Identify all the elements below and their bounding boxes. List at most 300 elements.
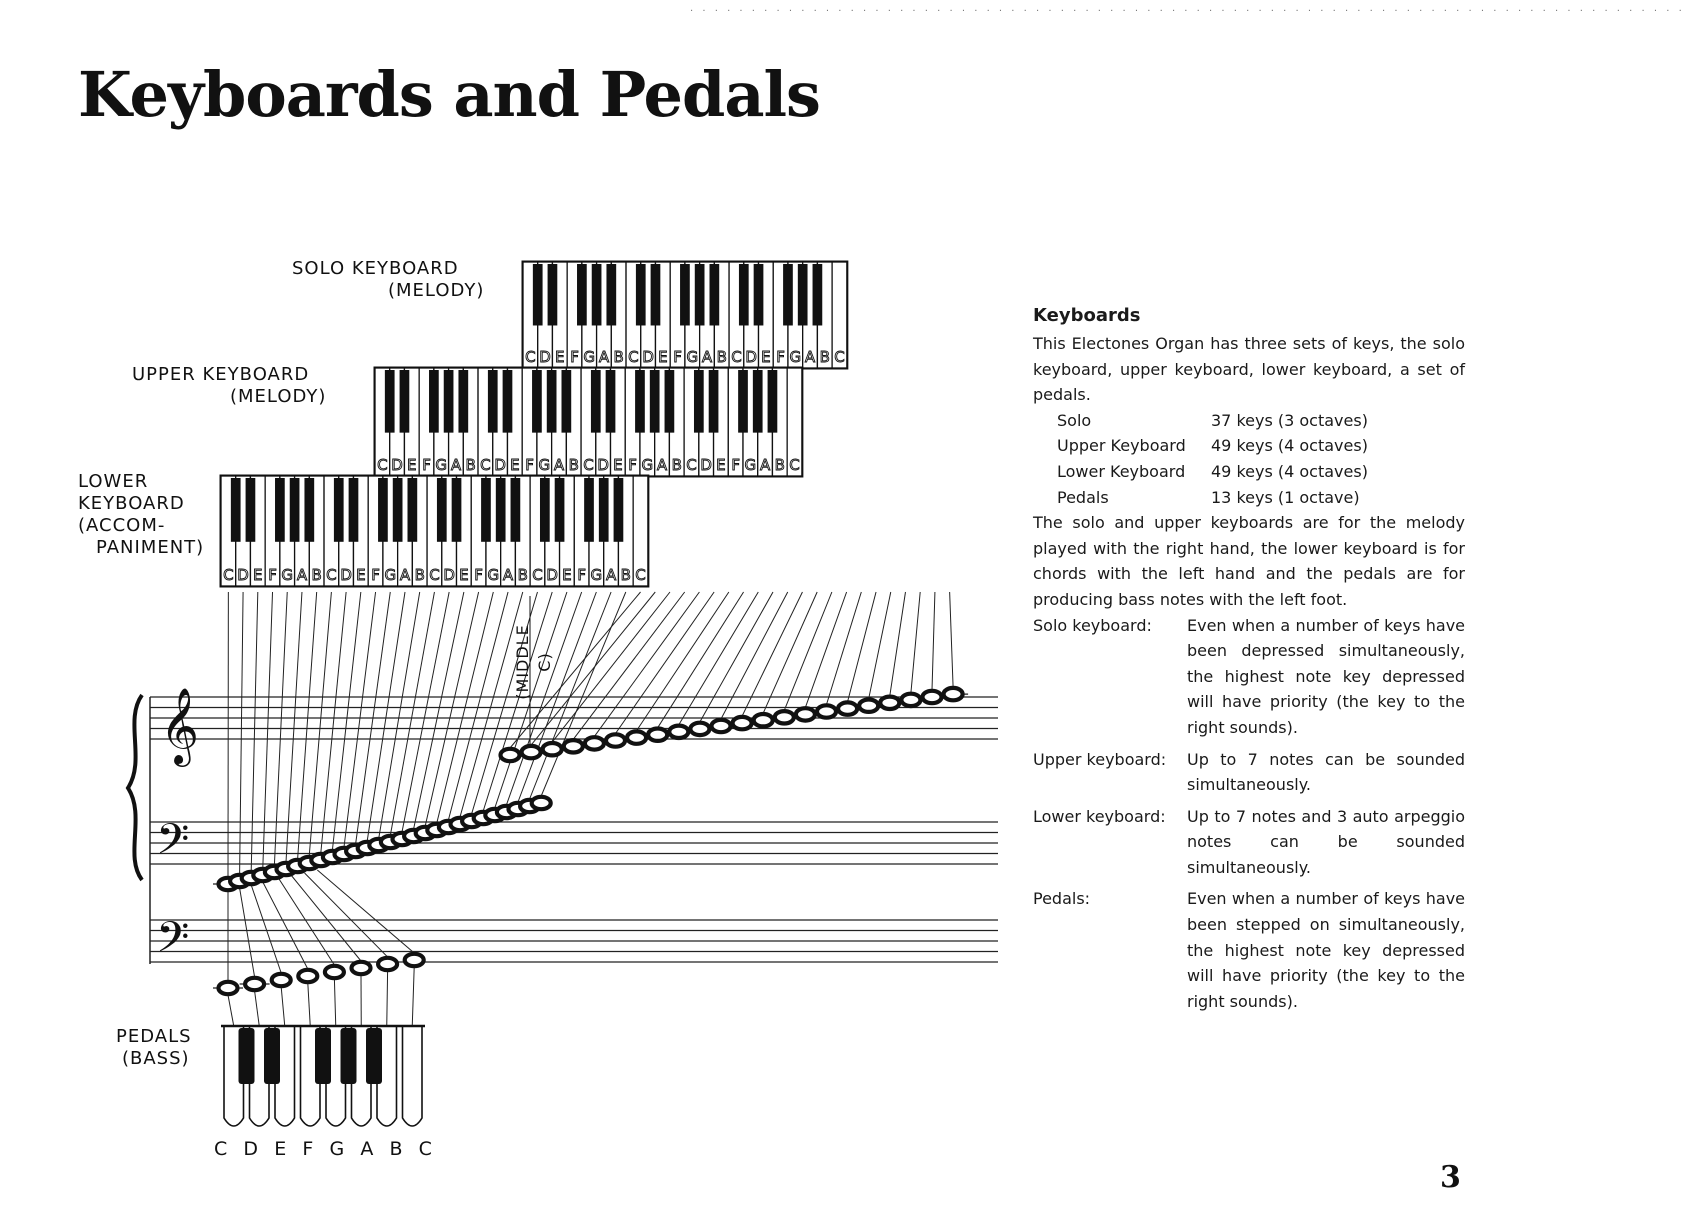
black-key bbox=[488, 370, 498, 433]
note-head bbox=[501, 749, 520, 761]
note-head bbox=[352, 962, 371, 974]
black-key bbox=[511, 478, 521, 542]
pedal-staff bbox=[150, 920, 998, 962]
pedal-black-key bbox=[341, 1028, 357, 1084]
connector-line bbox=[950, 592, 953, 687]
white-key-label: A bbox=[502, 566, 514, 584]
black-key bbox=[548, 264, 558, 325]
white-key-label: C bbox=[377, 456, 388, 474]
white-key-label: C bbox=[635, 566, 646, 584]
whole-note bbox=[733, 717, 752, 729]
whole-note bbox=[754, 714, 773, 726]
white-key-label: D bbox=[745, 348, 757, 366]
white-key-label: G bbox=[686, 348, 699, 366]
spec-row bbox=[1057, 459, 1368, 485]
note-head bbox=[298, 970, 317, 982]
whole-note bbox=[901, 694, 920, 706]
black-key bbox=[813, 264, 823, 325]
white-key-label: E bbox=[459, 566, 469, 584]
black-key bbox=[532, 370, 542, 433]
black-key bbox=[408, 478, 418, 542]
pedal-note-name: C bbox=[214, 1138, 228, 1160]
connector-line bbox=[784, 592, 832, 710]
lower-keyboard-label: LOWER KEYBOARD (ACCOM- PANIMENT) bbox=[78, 471, 205, 558]
black-key bbox=[592, 264, 602, 325]
white-key-label: B bbox=[774, 456, 785, 474]
keyboard-notes-table bbox=[1033, 613, 1465, 1015]
whole-note bbox=[859, 700, 878, 712]
note-head bbox=[627, 731, 646, 743]
black-key bbox=[496, 478, 506, 542]
keyboards bbox=[221, 262, 847, 586]
pedal-connector-line bbox=[251, 885, 281, 973]
note-desc: Up to 7 notes can be sounded simultaneously. bbox=[1187, 749, 1465, 795]
whole-note bbox=[405, 954, 424, 966]
pedal-note-name: A bbox=[360, 1138, 374, 1160]
white-key-label: D bbox=[237, 566, 249, 584]
white-key-label: B bbox=[613, 348, 624, 366]
white-key-label: E bbox=[356, 566, 366, 584]
pedal-connector-line bbox=[308, 983, 310, 1026]
connector-line bbox=[309, 592, 331, 856]
connector-line bbox=[425, 592, 478, 826]
pedal-connector-line bbox=[255, 991, 260, 1026]
connector-line bbox=[679, 592, 758, 725]
spec-value: 49 keys (4 octaves) bbox=[1211, 461, 1368, 481]
connector-line bbox=[298, 592, 317, 859]
white-key-label: F bbox=[731, 456, 740, 474]
note-head bbox=[880, 697, 899, 709]
white-key-label: B bbox=[716, 348, 727, 366]
black-key bbox=[651, 264, 661, 325]
black-key bbox=[290, 478, 300, 542]
white-key-label: C bbox=[686, 456, 697, 474]
note-head bbox=[944, 688, 963, 700]
black-key bbox=[614, 478, 624, 542]
black-key bbox=[458, 370, 468, 433]
white-key-label: F bbox=[628, 456, 637, 474]
white-key-label: C bbox=[628, 348, 639, 366]
pedal-note-name: E bbox=[274, 1138, 287, 1160]
white-key-label: A bbox=[598, 348, 610, 366]
white-key-label: F bbox=[776, 348, 785, 366]
black-key bbox=[710, 264, 720, 325]
whole-note bbox=[522, 746, 541, 758]
white-key-label: F bbox=[673, 348, 682, 366]
black-key bbox=[400, 370, 410, 433]
pedal-connector-line bbox=[263, 882, 308, 969]
solo-keyboard-label: SOLO KEYBOARD (MELODY) bbox=[292, 258, 485, 301]
white-key-label: B bbox=[311, 566, 322, 584]
whole-note bbox=[585, 737, 604, 749]
whole-note bbox=[543, 743, 562, 755]
note-head bbox=[901, 694, 920, 706]
black-key bbox=[385, 370, 395, 433]
usage-paragraph: The solo and upper keyboards are for the melody played with the right hand, the lower keyboard is for chords with the left hand and the pedals are for producing bass notes with the left foot. bbox=[1033, 513, 1465, 609]
middle-c-label: (MIDDLE C) bbox=[513, 624, 554, 700]
pedal-note-names bbox=[214, 1138, 432, 1160]
note-head bbox=[325, 966, 344, 978]
white-key-label: A bbox=[296, 566, 308, 584]
black-key bbox=[304, 478, 314, 542]
white-key-label: C bbox=[326, 566, 337, 584]
note-head bbox=[543, 743, 562, 755]
black-key bbox=[584, 478, 594, 542]
spec-row bbox=[1057, 433, 1368, 459]
white-key-label: D bbox=[340, 566, 352, 584]
black-key bbox=[429, 370, 439, 433]
pedals-label: PEDALS (BASS) bbox=[116, 1026, 192, 1069]
black-key bbox=[709, 370, 719, 433]
black-key bbox=[606, 370, 616, 433]
black-key bbox=[738, 370, 748, 433]
note-desc: Even when a number of keys have been stepped on simultaneously, the highest note key depressed will have priority (the key to the right sounds). bbox=[1187, 889, 1465, 1011]
spec-row bbox=[1057, 485, 1368, 511]
note-head bbox=[775, 711, 794, 723]
black-key bbox=[437, 478, 447, 542]
note-head bbox=[754, 714, 773, 726]
black-key bbox=[768, 370, 778, 433]
white-key-label: F bbox=[577, 566, 586, 584]
connector-line bbox=[321, 592, 346, 853]
white-key-label: F bbox=[525, 456, 534, 474]
whole-note bbox=[817, 705, 836, 717]
connector-line bbox=[637, 592, 729, 731]
pedal-connector-line bbox=[292, 876, 361, 961]
white-key-label: C bbox=[532, 566, 543, 584]
grand-staff-brace bbox=[128, 695, 142, 880]
pedal-black-key bbox=[264, 1028, 280, 1084]
upper-keyboard-label: UPPER KEYBOARD (MELODY) bbox=[132, 364, 327, 407]
solo-keyboard bbox=[523, 262, 847, 368]
connector-line bbox=[240, 592, 243, 874]
white-key-label: G bbox=[281, 566, 294, 584]
connector-line bbox=[402, 592, 449, 832]
note-row bbox=[1033, 613, 1465, 741]
pedal-note-name: F bbox=[302, 1138, 314, 1160]
whole-note bbox=[880, 697, 899, 709]
white-key-label: D bbox=[546, 566, 558, 584]
treble-clef-icon: 𝄞 bbox=[160, 687, 200, 764]
note-row bbox=[1033, 741, 1465, 798]
black-key bbox=[231, 478, 241, 542]
note-head bbox=[648, 729, 667, 741]
white-key-label: D bbox=[642, 348, 654, 366]
page-number: 3 bbox=[1440, 1160, 1461, 1195]
whole-note bbox=[501, 749, 520, 761]
white-key-label: G bbox=[641, 456, 654, 474]
white-key-label: B bbox=[819, 348, 830, 366]
note-head bbox=[859, 700, 878, 712]
pedal-white-key bbox=[403, 1026, 423, 1126]
connector-line bbox=[890, 592, 906, 696]
black-key bbox=[562, 370, 572, 433]
white-key-label: E bbox=[716, 456, 726, 474]
black-key bbox=[599, 478, 609, 542]
black-key bbox=[540, 478, 550, 542]
spec-row bbox=[1057, 408, 1368, 434]
pedal-black-key bbox=[366, 1028, 382, 1084]
connector-line bbox=[332, 592, 360, 850]
black-key bbox=[783, 264, 793, 325]
bass-clef-icon: 𝄢 bbox=[156, 815, 190, 875]
spec-value: 13 keys (1 octave) bbox=[1211, 487, 1360, 507]
white-key-label: E bbox=[562, 566, 572, 584]
whole-note bbox=[669, 726, 688, 738]
white-key-label: A bbox=[399, 566, 411, 584]
whole-note bbox=[838, 702, 857, 714]
pedal-note-name: G bbox=[329, 1138, 345, 1160]
black-key bbox=[378, 478, 388, 542]
white-key-label: D bbox=[597, 456, 609, 474]
white-key-label: D bbox=[700, 456, 712, 474]
white-key-label: D bbox=[494, 456, 506, 474]
note-head bbox=[817, 705, 836, 717]
connector-line bbox=[911, 592, 920, 693]
white-key-label: E bbox=[555, 348, 565, 366]
note-row bbox=[1033, 880, 1465, 1014]
white-key-label: G bbox=[487, 566, 500, 584]
white-key-label: E bbox=[613, 456, 623, 474]
black-key bbox=[635, 370, 645, 433]
black-key bbox=[636, 264, 646, 325]
connector-line bbox=[573, 592, 684, 739]
section-heading: Keyboards bbox=[1033, 305, 1141, 326]
spec-name: Upper Keyboard bbox=[1057, 436, 1186, 456]
key-connector-lines bbox=[228, 592, 953, 1026]
pedal-connector-line bbox=[240, 888, 255, 977]
pedal-black-key bbox=[315, 1028, 331, 1084]
white-key-label: G bbox=[590, 566, 603, 584]
whole-note bbox=[352, 962, 371, 974]
whole-note bbox=[325, 966, 344, 978]
white-key-label: C bbox=[480, 456, 491, 474]
note-head bbox=[733, 717, 752, 729]
black-key bbox=[695, 264, 705, 325]
note-row bbox=[1033, 798, 1465, 881]
white-key-label: F bbox=[371, 566, 380, 584]
whole-note bbox=[378, 958, 397, 970]
black-key bbox=[798, 264, 808, 325]
connector-line bbox=[263, 592, 273, 868]
black-key bbox=[665, 370, 675, 433]
white-key-label: A bbox=[701, 348, 713, 366]
black-key bbox=[444, 370, 454, 433]
note-head bbox=[606, 734, 625, 746]
white-key-label: D bbox=[539, 348, 551, 366]
whole-note bbox=[298, 970, 317, 982]
pedal-note-name: D bbox=[243, 1138, 259, 1160]
whole-note bbox=[796, 708, 815, 720]
black-key bbox=[739, 264, 749, 325]
black-key bbox=[246, 478, 256, 542]
white-key-label: C bbox=[789, 456, 800, 474]
pedal-black-key bbox=[239, 1028, 255, 1084]
note-head bbox=[923, 691, 942, 703]
note-head bbox=[564, 740, 583, 752]
black-key bbox=[754, 264, 764, 325]
pedal-connector-line bbox=[281, 987, 285, 1026]
white-key-label: C bbox=[429, 566, 440, 584]
whole-note bbox=[245, 978, 264, 990]
note-term: Solo keyboard: bbox=[1033, 615, 1152, 635]
white-key-label: E bbox=[407, 456, 417, 474]
note-head bbox=[245, 978, 264, 990]
white-key-label: C bbox=[525, 348, 536, 366]
connector-line bbox=[448, 592, 508, 820]
edge-tick-marks: · · · · · · · · · · · · · · · · · · · · · · · · · · · · · · · · · · · · · · · · · · · · · · · · · · · · · · · · · · · · · · · · · · · · · · · · · · · · · · · · · bbox=[690, 6, 1685, 17]
black-key bbox=[275, 478, 285, 542]
connector-line bbox=[700, 592, 773, 722]
white-key-label: E bbox=[658, 348, 668, 366]
pedal-bass-clef-icon: 𝄢 bbox=[156, 913, 190, 973]
white-key-label: B bbox=[517, 566, 528, 584]
white-key-label: G bbox=[744, 456, 757, 474]
white-key-label: C bbox=[834, 348, 845, 366]
white-key-label: F bbox=[474, 566, 483, 584]
white-key-label: E bbox=[761, 348, 771, 366]
note-desc: Even when a number of keys have been depressed simultaneously, the highest note key depressed will have priority (the key to the right sounds). bbox=[1187, 615, 1465, 737]
note-head bbox=[522, 746, 541, 758]
white-key-label: C bbox=[583, 456, 594, 474]
pedal-note-name: B bbox=[389, 1138, 403, 1160]
white-key-label: G bbox=[789, 348, 802, 366]
black-key bbox=[533, 264, 543, 325]
note-head bbox=[378, 958, 397, 970]
white-key-label: G bbox=[538, 456, 551, 474]
note-desc: Up to 7 notes and 3 auto arpeggio notes can be sounded simultaneously. bbox=[1187, 806, 1465, 877]
white-key-label: A bbox=[759, 456, 771, 474]
black-key bbox=[503, 370, 513, 433]
staff-notes bbox=[213, 688, 968, 994]
black-key bbox=[547, 370, 557, 433]
white-key-label: D bbox=[391, 456, 403, 474]
music-staves bbox=[128, 687, 998, 973]
pedal-connector-line bbox=[228, 995, 234, 1026]
white-key-label: F bbox=[570, 348, 579, 366]
pedal-note-name: C bbox=[418, 1138, 432, 1160]
white-key-label: E bbox=[253, 566, 263, 584]
spec-value: 37 keys (3 octaves) bbox=[1211, 410, 1368, 430]
connector-line bbox=[932, 592, 935, 690]
white-key-label: G bbox=[435, 456, 448, 474]
bass-staff bbox=[150, 822, 998, 864]
black-key bbox=[753, 370, 763, 433]
black-key bbox=[680, 264, 690, 325]
spec-name: Lower Keyboard bbox=[1057, 461, 1186, 481]
connector-line bbox=[552, 592, 670, 742]
white-key-label: D bbox=[443, 566, 455, 584]
connector-line bbox=[414, 592, 464, 829]
spec-value: 49 keys (4 octaves) bbox=[1211, 436, 1368, 456]
note-term: Lower keyboard: bbox=[1033, 806, 1166, 826]
note-head bbox=[690, 723, 709, 735]
pedal-connector-line bbox=[305, 873, 388, 957]
white-key-label: A bbox=[450, 456, 462, 474]
connector-line bbox=[251, 592, 258, 871]
note-term: Pedals: bbox=[1033, 889, 1091, 909]
spec-name: Solo bbox=[1057, 410, 1092, 430]
white-key-label: A bbox=[656, 456, 668, 474]
black-key bbox=[591, 370, 601, 433]
white-key-label: F bbox=[422, 456, 431, 474]
whole-note bbox=[712, 720, 731, 732]
pedal-connector-line bbox=[412, 967, 414, 1026]
whole-note bbox=[775, 711, 794, 723]
white-key-label: A bbox=[804, 348, 816, 366]
white-key-label: C bbox=[731, 348, 742, 366]
note-head bbox=[796, 708, 815, 720]
page-title: Keyboards and Pedals bbox=[78, 58, 820, 131]
note-head bbox=[405, 954, 424, 966]
white-key-label: A bbox=[553, 456, 565, 474]
whole-note bbox=[648, 729, 667, 741]
whole-note bbox=[606, 734, 625, 746]
spec-name: Pedals bbox=[1057, 487, 1109, 507]
white-key-label: G bbox=[583, 348, 596, 366]
black-key bbox=[393, 478, 403, 542]
white-key-label: B bbox=[568, 456, 579, 474]
black-key bbox=[334, 478, 344, 542]
black-key bbox=[349, 478, 359, 542]
black-key bbox=[577, 264, 587, 325]
key-count-table bbox=[1057, 408, 1368, 510]
black-key bbox=[694, 370, 704, 433]
upper-keyboard bbox=[375, 368, 802, 476]
white-key-label: B bbox=[414, 566, 425, 584]
intro-paragraph: This Electones Organ has three sets of keys, the solo keyboard, upper keyboard, lower keyboard, a set of pedals. bbox=[1033, 334, 1465, 405]
whole-note bbox=[944, 688, 963, 700]
whole-note bbox=[564, 740, 583, 752]
white-key-label: B bbox=[620, 566, 631, 584]
lower-keyboard bbox=[221, 476, 648, 586]
white-key-label: B bbox=[465, 456, 476, 474]
note-head bbox=[219, 982, 238, 994]
note-head bbox=[532, 797, 551, 809]
black-key bbox=[650, 370, 660, 433]
pedal-connector-line bbox=[387, 971, 388, 1026]
white-key-label: G bbox=[384, 566, 397, 584]
note-term: Upper keyboard: bbox=[1033, 749, 1167, 769]
note-head bbox=[585, 737, 604, 749]
note-head bbox=[669, 726, 688, 738]
whole-note bbox=[219, 982, 238, 994]
connector-line bbox=[805, 592, 846, 707]
whole-note bbox=[272, 974, 291, 986]
white-key-label: A bbox=[605, 566, 617, 584]
note-head bbox=[712, 720, 731, 732]
pedal-board bbox=[221, 1026, 425, 1126]
connector-line bbox=[344, 592, 376, 847]
black-key bbox=[606, 264, 616, 325]
connector-line bbox=[390, 592, 434, 835]
black-key bbox=[452, 478, 462, 542]
white-key-label: C bbox=[223, 566, 234, 584]
black-key bbox=[481, 478, 491, 542]
whole-note bbox=[690, 723, 709, 735]
whole-note bbox=[532, 797, 551, 809]
whole-note bbox=[923, 691, 942, 703]
text-panel bbox=[1033, 303, 1465, 1014]
pedal-connector-line bbox=[334, 979, 335, 1026]
black-key bbox=[555, 478, 565, 542]
note-head bbox=[838, 702, 857, 714]
connector-line bbox=[827, 592, 862, 705]
white-key-label: E bbox=[510, 456, 520, 474]
note-head bbox=[272, 974, 291, 986]
white-key-label: B bbox=[671, 456, 682, 474]
white-key-label: F bbox=[268, 566, 277, 584]
